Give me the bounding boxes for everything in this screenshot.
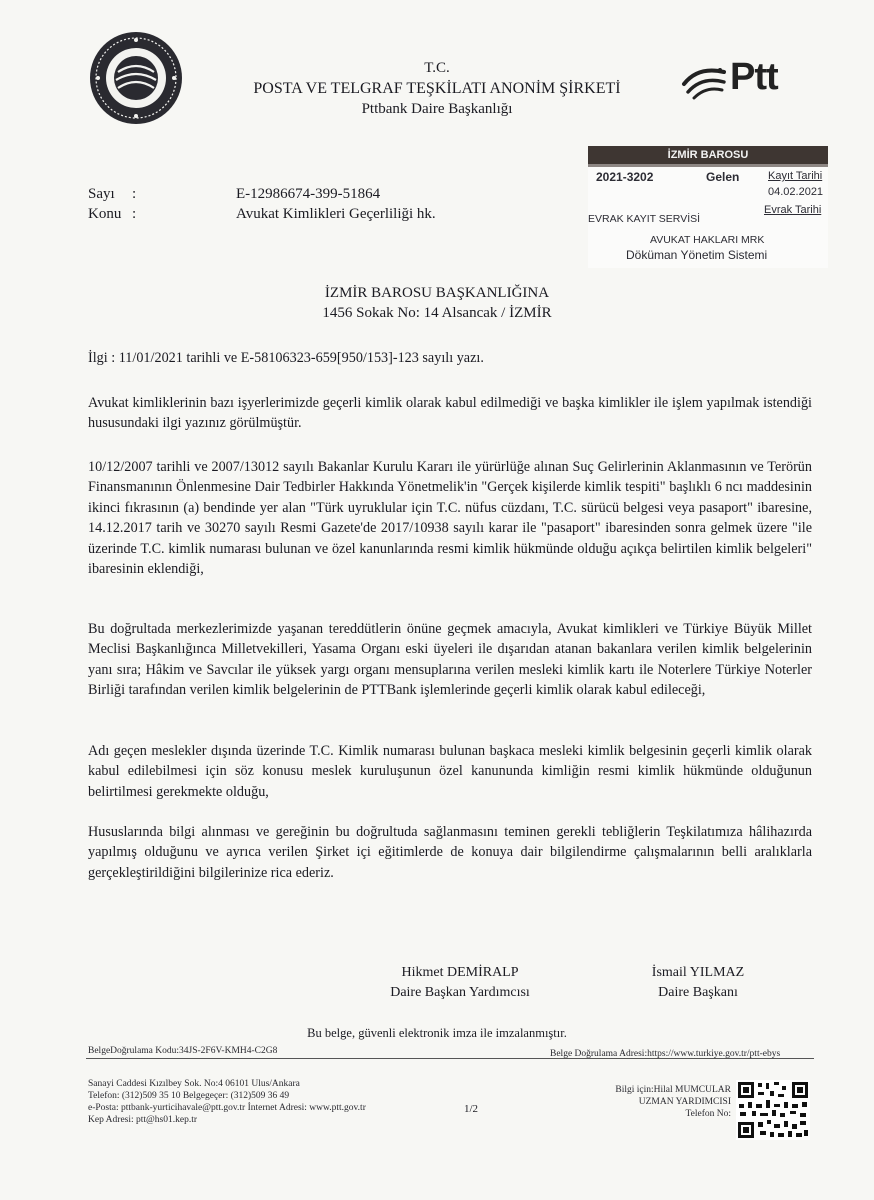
konu-label: Konu	[88, 206, 122, 222]
stamp-title: İZMİR BAROSU	[588, 146, 828, 164]
verification-code: BelgeDoğrulama Kodu:34JS-2F6V-KMH4-C2G8	[88, 1046, 278, 1056]
header-department: Pttbank Daire Başkanlığı	[361, 101, 513, 117]
stamp-date: 04.02.2021	[768, 186, 824, 198]
verification-address: Belge Doğrulama Adresi:https://www.turkiye.gov.tr/ptt-ebys	[550, 1049, 781, 1059]
sayi-value: E-12986674-399-51864	[236, 186, 381, 202]
info-title: UZMAN YARDIMCISI	[638, 1097, 731, 1107]
header-country: T.C.	[424, 60, 450, 76]
signature-name: İsmail YILMAZ	[651, 965, 745, 980]
stamp-number: 2021-3202	[596, 170, 654, 184]
body-paragraph: Adı geçen meslekler dışında üzerinde T.C. Kimlik numarası bulunan başkaca mesleki kimlik belgesinin geçerli kimlik olarak kabul edilebilmesi için söz konusu meslek kuruluşunun özel kanununda kimliğin resmi kimlik hükmünde olduğunun belirtilmesi gerekmekte olduğu,	[88, 743, 812, 800]
stamp-doc-date-label: Evrak Tarihi	[764, 204, 822, 216]
footer-phone: Telefon: (312)509 35 10 Belgegeçer: (312)509 36 49	[88, 1091, 290, 1101]
body-paragraph: Hususlarında bilgi alınması ve gereğinin bu doğrultuda sağlanmasını teminen gerekli tebliğlerin Teşkilatımıza hâlihazırda yapılmış olduğunu ve ayrıca verilen Şirket içi eğitimlerde de konuya dair bilgilendirme çalışmalarının belli aralıklarla gerçekleştirildiğini bilgilerinize rica ederiz.	[88, 824, 812, 881]
e-signature-note: Bu belge, güvenli elektronik imza ile imzalanmıştır.	[307, 1026, 567, 1040]
stamp-direction: Gelen	[706, 170, 740, 184]
ptt-logo-text: Ptt	[730, 56, 778, 98]
stamp-date-label: Kayıt Tarihi	[768, 170, 823, 182]
page-number: 1/2	[464, 1103, 479, 1115]
footer-kep: Kep Adresi: ptt@hs01.kep.tr	[88, 1115, 198, 1125]
stamp-divider	[588, 164, 828, 167]
body-paragraph: Avukat kimliklerinin bazı işyerlerimizde geçerli kimlik olarak kabul edilmediği ve başka kimlikler ile işlem yapılmak istendiği hususundaki ilgi yazınız görülmüştür.	[88, 395, 812, 432]
ptt-bird-icon	[680, 62, 730, 100]
info-phone: Telefon No:	[685, 1109, 731, 1119]
recipient-address: 1456 Sokak No: 14 Alsancak / İZMİR	[322, 305, 552, 321]
stamp-system: Döküman Yönetim Sistemi	[626, 248, 768, 262]
qr-code-icon	[736, 1080, 810, 1140]
ptt-logo	[680, 58, 814, 102]
signature-name: Hikmet DEMİRALP	[401, 965, 519, 980]
signature-title: Daire Başkan Yardımcısı	[390, 985, 530, 1000]
ilgi-reference: İlgi : 11/01/2021 tarihli ve E-58106323-659[950/153]-123 sayılı yazı.	[88, 350, 484, 366]
signature-title: Daire Başkanı	[658, 985, 738, 1000]
konu-colon: :	[132, 206, 137, 222]
sayi-colon: :	[132, 186, 137, 202]
body-paragraph: 10/12/2007 tarihli ve 2007/13012 sayılı Bakanlar Kurulu Kararı ile yürürlüğe alınan Suç Gelirlerinin Aklanmasının ve Terörün Finansmanının Önlenmesine Dair Tedbirler Hakkında Yönetmelik'in "Gerçek kişilerde kimlik tespiti" başlıklı 6 ncı maddesinin ikinci fıkrasının (a) bendinde yer alan "Türk uyruklular için T.C. nüfus cüzdanı, T.C. sürücü belgesi veya pasaport" ibaresine, 14.12.2017 tarih ve 30270 sayılı Resmi Gazete'de 2017/10938 sayılı karar ile "pasaport" ibaresinden sonra gelmek üzere "ile üzerinde T.C. kimlik numarası bulunan ve özel kanunlarında resmi kimlik hükmünde olduğu açıkça belirtilen kimlik belgeleri" ibaresinin eklendiği,	[88, 459, 812, 578]
stamp-unit: AVUKAT HAKLARI MRK	[650, 234, 765, 246]
recipient-name: İZMİR BAROSU BAŞKANLIĞINA	[324, 285, 550, 301]
body-paragraph: Bu doğrultada merkezlerimizde yaşanan tereddütlerin önüne geçmek amacıyla, Avukat kimlikleri ve Türkiye Büyük Millet Meclisi Başkanlığınca Milletvekilleri, Yasama Organı eski üyeleri ile dışarıdan atanan bakanlara verilen kimlik belgelerinin yanı sıra; Hâkim ve Savcılar ile yüksek yargı organı mensuplarına verilen mesleki kimlik kartı ile Noterlere Türkiye Noterler Birliği tarafından verilen kimlik belgelerinin de PTTBank işlemlerinde geçerli kimlik olarak kabul edileceği,	[88, 621, 812, 699]
header-company: POSTA VE TELGRAF TEŞKİLATI ANONİM ŞİRKETİ	[253, 80, 621, 97]
footer-divider	[86, 1058, 814, 1059]
info-person: Bilgi için:Hilal MUMCULAR	[615, 1085, 731, 1095]
sayi-label: Sayı	[88, 186, 115, 202]
registration-stamp	[588, 146, 828, 268]
konu-value: Avukat Kimlikleri Geçerliliği hk.	[236, 206, 436, 222]
stamp-service: EVRAK KAYIT SERVİSİ	[588, 213, 701, 225]
footer-address: Sanayi Caddesi Kızılbey Sok. No:4 06101 Ulus/Ankara	[88, 1079, 300, 1089]
footer-email: e-Posta: pttbank-yurticihavale@ptt.gov.tr İnternet Adresi: www.ptt.gov.tr	[88, 1103, 366, 1113]
